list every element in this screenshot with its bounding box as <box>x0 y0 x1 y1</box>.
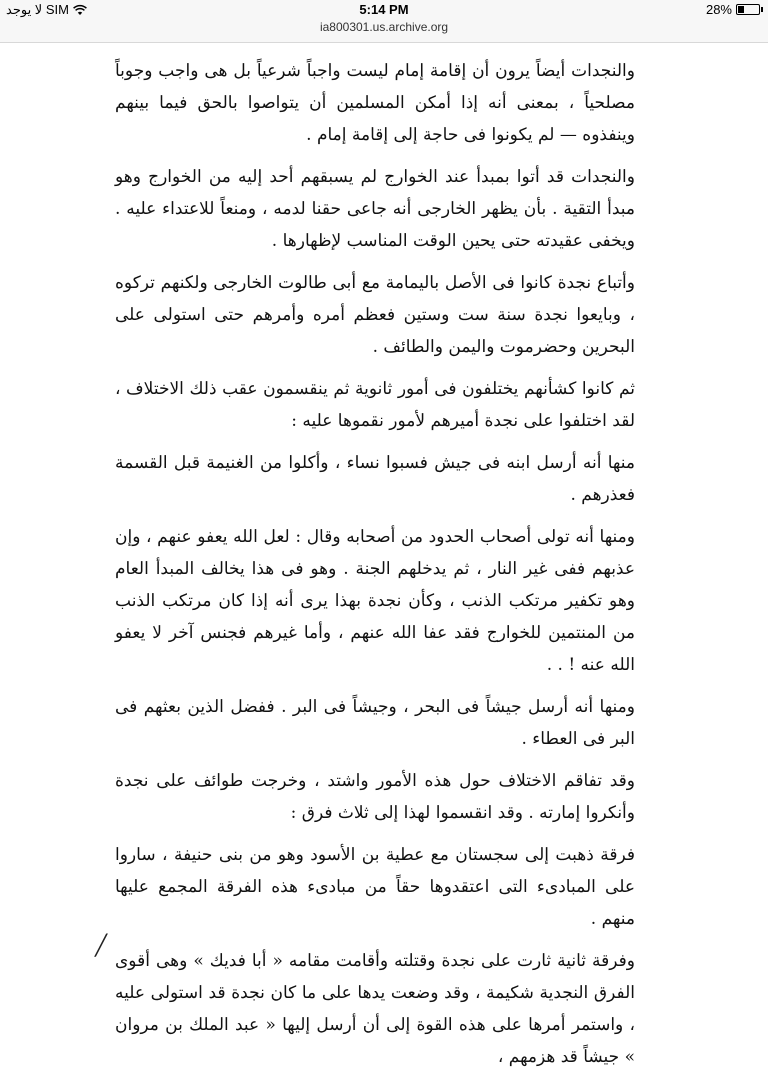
paragraph: والنجدات أيضاً يرون أن إقامة إمام ليست واجباً شرعياً بل هى واجب وجوباً مصلحياً ، بمعنى أنه إذا أمكن المسلمين أن يتواصوا بالحق فيما بينهم وينفذوه — لم يكونوا فى حاجة إلى إقامة إمام . <box>115 61 635 145</box>
margin-mark: ╱ <box>95 933 108 957</box>
clock: 5:14 PM <box>359 2 409 17</box>
paragraph: والنجدات قد أتوا بمبدأ عند الخوارج لم يسبقهم أحد إليه من الخوارج وهو مبدأ التقية . بأن يظهر الخارجى أنه جاعى حقنا لدمه ، ومنعاً للاعتداء عليه . ويخفى عقيدته حتى يحين الوقت المناسب لإظهارها . <box>115 167 635 251</box>
battery-percent: 28% <box>705 2 732 17</box>
paragraph: ومنها أنه أرسل جيشاً فى البحر ، وجيشاً فى البر . ففضل الذين بعثهم فى البر فى العطاء . <box>115 697 635 749</box>
battery-fill <box>738 6 744 13</box>
address-bar[interactable] <box>0 20 768 43</box>
battery-icon <box>736 4 760 15</box>
paragraph: فرقة ذهبت إلى سجستان مع عطية بن الأسود وهو من بنى حنيفة ، ساروا على المبادىء التى اعتقدوها حقاً من مبادىء هذه الفرقة المجمع عليها منهم . <box>115 845 635 929</box>
paragraph: وفرقة ثانية ثارت على نجدة وقتلته وأقامت مقامه « أبا فديك » وهى أقوى الفرق النجدية شكيمة ، وقد وضعت يدها على ما كان نجدة قد استولى عليه ، واستمر أمرها على هذه القوة إلى أن أرسل إليها « عبد الملك بن مروان » جيشاً قد هزمهم ، <box>115 951 635 1067</box>
paragraph: منها أنه أرسل ابنه فى جيش فسبوا نساء ، وأكلوا من الغنيمة قبل القسمة فعذرهم . <box>115 453 635 505</box>
paragraph: ومنها أنه تولى أصحاب الحدود من أصحابه وقال : لعل الله يعفو عنهم ، وإن عذبهم ففى غير النار ، ثم يدخلهم الجنة . وهو فى هذا يخالف المبدأ العام وهو تكفير مرتكب الذنب ، وكأن نجدة بهذا يرى أنه إذا كان مرتكب الذنب من المنتمين للخوارج فقد عفا الله عنهم ، وأما غيرهم فجنس آخر لا يعفو الله عنه ! . . <box>115 527 635 675</box>
paragraph: وقد تفاقم الاختلاف حول هذه الأمور واشتد ، وخرجت طوائف على نجدة وأنكروا إمارته . وقد انقسموا لهذا إلى ثلاث فرق : <box>115 771 635 823</box>
status-bar <box>0 0 768 20</box>
document-page[interactable] <box>0 43 768 1067</box>
url-text[interactable]: ia800301.us.archive.org <box>319 20 449 34</box>
carrier-label: لا يوجد SIM <box>6 2 69 17</box>
paragraph: ثم كانوا كشأنهم يختلفون فى أمور ثانوية ثم ينقسمون عقب ذلك الاختلاف ، لقد اختلفوا على نجدة أميرهم لأمور نقموها عليه : <box>115 379 635 431</box>
paragraph: وأتباع نجدة كانوا فى الأصل باليمامة مع أبى طالوت الخارجى ولكنهم تركوه ، وبايعوا نجدة سنة ست وستين فعظم أمره وأمرهم حتى استولى على البحرين وحضرموت واليمن والطائف . <box>115 273 635 357</box>
status-right <box>706 2 760 17</box>
document-text <box>115 55 635 1083</box>
